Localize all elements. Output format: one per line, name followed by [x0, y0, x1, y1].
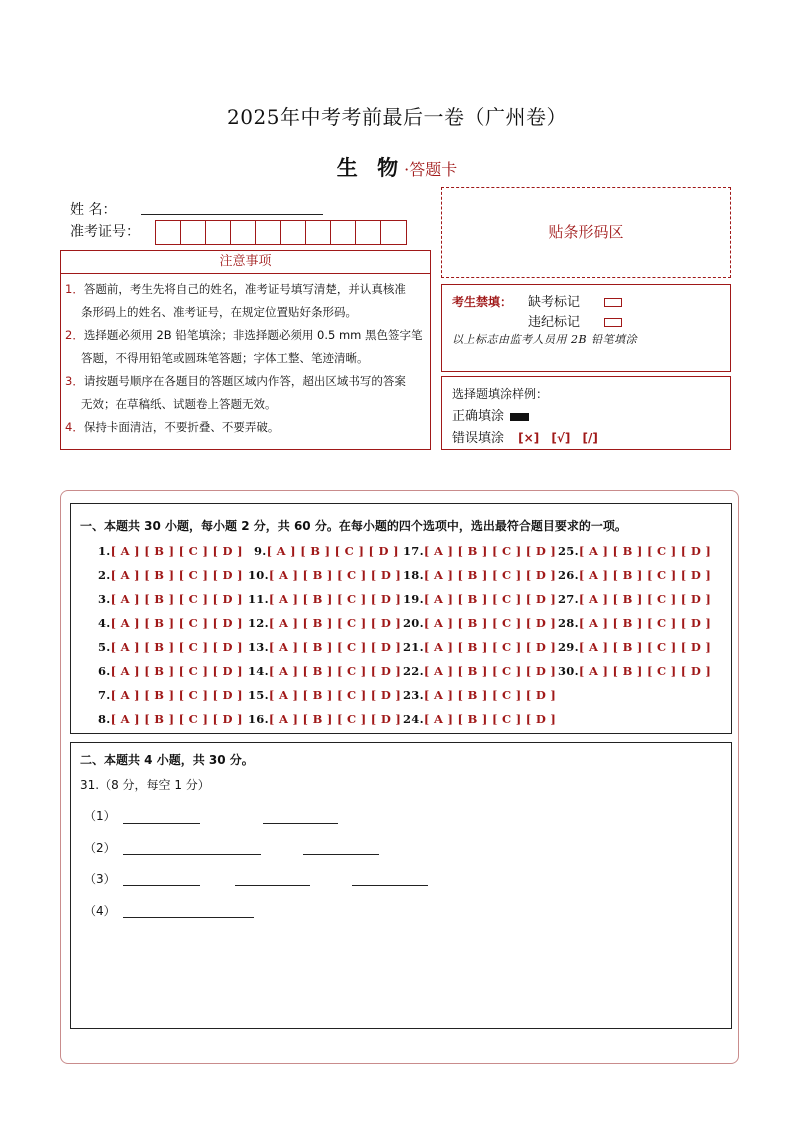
- answer-options[interactable]: [ A ] [ B ] [ C ] [ D ]: [578, 568, 712, 582]
- mc-question[interactable]: [403, 544, 556, 558]
- id-digit-box[interactable]: [181, 221, 206, 244]
- answer-options[interactable]: [ A ] [ B ] [ C ] [ D ]: [110, 544, 243, 558]
- absent-mark-box[interactable]: [604, 298, 622, 307]
- answer-options[interactable]: [ A ] [ B ] [ C ] [ D ]: [423, 664, 557, 678]
- question-number: 28.: [558, 616, 579, 630]
- id-label: 准考证号：: [70, 224, 140, 240]
- exam-id-boxes[interactable]: [155, 220, 407, 245]
- mc-question[interactable]: [98, 592, 243, 606]
- answer-options[interactable]: [ A ] [ B ] [ C ] [ D ]: [578, 592, 712, 606]
- question-number: 18.: [403, 568, 424, 582]
- part-2-label: （2）: [84, 841, 116, 855]
- mc-question[interactable]: [98, 544, 243, 558]
- question-number: 6.: [98, 664, 111, 678]
- answer-options[interactable]: [ A ] [ B ] [ C ] [ D ]: [110, 688, 243, 702]
- mc-question[interactable]: [248, 664, 401, 678]
- id-digit-box[interactable]: [256, 221, 281, 244]
- question-number: 23.: [403, 688, 424, 702]
- question-number: 25.: [558, 544, 579, 558]
- answer-options[interactable]: [ A ] [ B ] [ C ] [ D ]: [268, 640, 402, 654]
- name-label: 姓 名：: [70, 202, 117, 218]
- question-number: 30.: [558, 664, 579, 678]
- wrong-fill-row: [452, 427, 598, 446]
- question-number: 19.: [403, 592, 424, 606]
- fill-sample-box: [441, 376, 731, 450]
- mc-question[interactable]: [248, 688, 401, 702]
- notice-item: 4．保持卡面清洁，不要折叠、不要弄破。: [65, 420, 280, 434]
- answer-options[interactable]: [ A ] [ B ] [ C ] [ D ]: [268, 712, 402, 726]
- id-digit-box[interactable]: [331, 221, 356, 244]
- absent-mark-row: [528, 291, 622, 310]
- section1-title: 一、本题共 30 小题，每小题 2 分，共 60 分。在每小题的四个选项中，选出最符合题目要求的一项。: [80, 519, 627, 533]
- question-number: 26.: [558, 568, 579, 582]
- mc-question[interactable]: [248, 592, 401, 606]
- mc-question[interactable]: [558, 664, 711, 678]
- mc-question[interactable]: [403, 712, 556, 726]
- answer-options[interactable]: [ A ] [ B ] [ C ] [ D ]: [268, 592, 402, 606]
- part-1-label: （1）: [84, 809, 116, 823]
- notice-item: 2．选择题必须用 2B 铅笔填涂；非选择题必须用 0.5 mm 黑色签字笔 答题，不得用铅笔或圆珠笔答题；字体工整、笔迹清晰。: [65, 328, 423, 365]
- answer-options[interactable]: [ A ] [ B ] [ C ] [ D ]: [266, 544, 399, 558]
- violation-label: 违纪标记: [528, 315, 581, 330]
- answer-options[interactable]: [ A ] [ B ] [ C ] [ D ]: [423, 568, 557, 582]
- mc-question[interactable]: [403, 640, 556, 654]
- correct-fill-label: 正确填涂: [452, 409, 505, 424]
- subject-title: [0, 152, 794, 182]
- answer-options[interactable]: [ A ] [ B ] [ C ] [ D ]: [423, 640, 557, 654]
- barcode-area[interactable]: 贴条形码区: [441, 187, 731, 278]
- mc-question[interactable]: [98, 640, 243, 654]
- violation-mark-row: [528, 311, 622, 330]
- id-digit-box[interactable]: [281, 221, 306, 244]
- mc-question[interactable]: [248, 640, 401, 654]
- question-number: 11.: [248, 592, 269, 606]
- examiner-note: 以上标志由监考人员用 2B 铅笔填涂: [452, 333, 638, 346]
- question-number: 3.: [98, 592, 111, 606]
- examiner-box: [441, 284, 731, 372]
- id-digit-box[interactable]: [156, 221, 181, 244]
- correct-fill-row: [452, 405, 529, 424]
- id-digit-box[interactable]: [206, 221, 231, 244]
- answer-card-label: ·答题卡: [404, 160, 458, 179]
- part-3-label: （3）: [84, 872, 116, 886]
- answer-blank[interactable]: [123, 853, 261, 855]
- answer-options[interactable]: [ A ] [ B ] [ C ] [ D ]: [578, 640, 712, 654]
- answer-options[interactable]: [ A ] [ B ] [ C ] [ D ]: [268, 664, 402, 678]
- section2-box: [70, 742, 732, 1029]
- answer-options[interactable]: [ A ] [ B ] [ C ] [ D ]: [110, 592, 243, 606]
- question-number: 17.: [403, 544, 424, 558]
- mc-question[interactable]: [98, 664, 243, 678]
- id-digit-box[interactable]: [356, 221, 381, 244]
- answer-options[interactable]: [ A ] [ B ] [ C ] [ D ]: [423, 592, 557, 606]
- answer-options[interactable]: [ A ] [ B ] [ C ] [ D ]: [268, 616, 402, 630]
- mc-question[interactable]: [403, 688, 556, 702]
- name-field[interactable]: [141, 200, 323, 215]
- mc-question[interactable]: [558, 592, 711, 606]
- answer-options[interactable]: [ A ] [ B ] [ C ] [ D ]: [268, 688, 402, 702]
- wrong-mark-x: [×]: [518, 431, 540, 445]
- mc-question[interactable]: [403, 592, 556, 606]
- question-number: 4.: [98, 616, 111, 630]
- answer-blank[interactable]: [123, 822, 200, 824]
- notices-box: [60, 250, 431, 450]
- answer-options[interactable]: [ A ] [ B ] [ C ] [ D ]: [423, 544, 557, 558]
- mc-question[interactable]: [403, 568, 556, 582]
- absent-label: 缺考标记: [528, 295, 581, 310]
- answer-options[interactable]: [ A ] [ B ] [ C ] [ D ]: [423, 688, 557, 702]
- mc-question[interactable]: [403, 616, 556, 630]
- answer-blank[interactable]: [235, 884, 310, 886]
- mc-question[interactable]: [98, 616, 243, 630]
- question-number: 8.: [98, 712, 111, 726]
- mc-question[interactable]: [254, 544, 399, 558]
- id-digit-box[interactable]: [381, 221, 406, 244]
- mc-question[interactable]: [248, 712, 401, 726]
- section2-title: 二、本题共 4 小题，共 30 分。: [80, 753, 254, 767]
- notice-item: 1．答题前，考生先将自己的姓名，准考证号填写清楚，并认真核准 条形码上的姓名、准考证号，在规定位置贴好条形码。: [65, 282, 406, 319]
- answer-options[interactable]: [ A ] [ B ] [ C ] [ D ]: [110, 568, 243, 582]
- mc-question[interactable]: [98, 688, 243, 702]
- answer-options[interactable]: [ A ] [ B ] [ C ] [ D ]: [423, 616, 557, 630]
- wrong-fill-label: 错误填涂: [452, 431, 505, 446]
- answer-options[interactable]: [ A ] [ B ] [ C ] [ D ]: [578, 664, 712, 678]
- question-number: 12.: [248, 616, 269, 630]
- answer-options[interactable]: [ A ] [ B ] [ C ] [ D ]: [578, 544, 712, 558]
- question-number: 2.: [98, 568, 111, 582]
- question-number: 16.: [248, 712, 269, 726]
- answer-options[interactable]: [ A ] [ B ] [ C ] [ D ]: [110, 664, 243, 678]
- fill-sample-label: 选择题填涂样例：: [452, 387, 549, 401]
- question-number: 7.: [98, 688, 111, 702]
- id-digit-box[interactable]: [231, 221, 256, 244]
- mc-question[interactable]: [98, 568, 243, 582]
- mc-question[interactable]: [403, 664, 556, 678]
- filled-block-icon: [510, 413, 529, 421]
- answer-blank[interactable]: [123, 884, 200, 886]
- subject-name: 生 物: [336, 155, 405, 180]
- answer-blank[interactable]: [303, 853, 379, 855]
- page-title: 2025年中考考前最后一卷（广州卷）: [227, 105, 567, 129]
- answer-options[interactable]: [ A ] [ B ] [ C ] [ D ]: [268, 568, 402, 582]
- question-number: 13.: [248, 640, 269, 654]
- question-number: 24.: [403, 712, 424, 726]
- question-number: 20.: [403, 616, 424, 630]
- question-number: 29.: [558, 640, 579, 654]
- question-number: 22.: [403, 664, 424, 678]
- violation-mark-box[interactable]: [604, 318, 622, 327]
- notices-heading: 注意事项: [61, 251, 430, 274]
- answer-blank[interactable]: [263, 822, 338, 824]
- answer-blank[interactable]: [352, 884, 428, 886]
- section1-box: [70, 503, 732, 734]
- mc-question[interactable]: [248, 616, 401, 630]
- answer-options[interactable]: [ A ] [ B ] [ C ] [ D ]: [110, 616, 243, 630]
- notice-item: 3．请按题号顺序在各题目的答题区域内作答，超出区域书写的答案 无效；在草稿纸、试题卷上答题无效。: [65, 374, 406, 411]
- answer-options[interactable]: [ A ] [ B ] [ C ] [ D ]: [423, 712, 557, 726]
- question-number: 15.: [248, 688, 269, 702]
- wrong-mark-check: [√]: [551, 431, 571, 445]
- question-number: 14.: [248, 664, 269, 678]
- answer-options[interactable]: [ A ] [ B ] [ C ] [ D ]: [578, 616, 712, 630]
- question-number: 9.: [254, 544, 267, 558]
- answer-blank[interactable]: [123, 916, 254, 918]
- mc-question[interactable]: [248, 568, 401, 582]
- examiner-label: 考生禁填：: [452, 295, 513, 309]
- question-number: 5.: [98, 640, 111, 654]
- answer-options[interactable]: [ A ] [ B ] [ C ] [ D ]: [110, 712, 243, 726]
- question-31-header: 31.（8 分，每空 1 分）: [80, 778, 210, 792]
- answer-options[interactable]: [ A ] [ B ] [ C ] [ D ]: [110, 640, 243, 654]
- question-number: 27.: [558, 592, 579, 606]
- mc-question[interactable]: [558, 568, 711, 582]
- question-number: 21.: [403, 640, 424, 654]
- mc-question[interactable]: [558, 616, 711, 630]
- mc-question[interactable]: [98, 712, 243, 726]
- question-number: 1.: [98, 544, 111, 558]
- mc-question[interactable]: [558, 640, 711, 654]
- part-4-label: （4）: [84, 904, 116, 918]
- question-number: 10.: [248, 568, 269, 582]
- mc-question[interactable]: [558, 544, 711, 558]
- wrong-mark-slash: [/]: [582, 431, 598, 445]
- id-digit-box[interactable]: [306, 221, 331, 244]
